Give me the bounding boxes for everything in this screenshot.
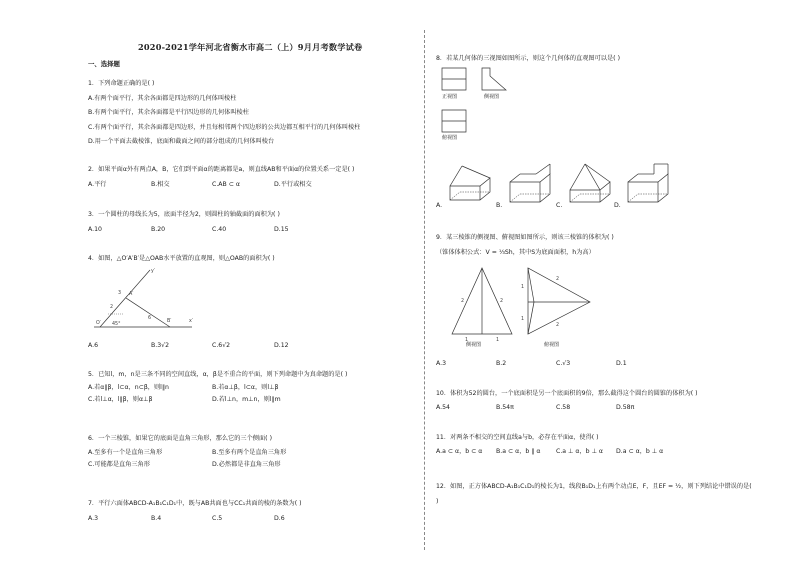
question-2-stem: 2．如果平面α外有两点A，B，它们到平面α的距离都是a，则直线AB和平面α的位置关系一定是( )	[88, 166, 355, 173]
question-12-close: )	[436, 498, 439, 505]
question-7-option-d: D.6	[274, 515, 285, 522]
label-length-3: 3	[118, 291, 122, 296]
question-9-option-a: A.3	[436, 360, 447, 367]
question-6-stem: 6．一个三棱锥，如果它的底面是直角三角形，那么它的三个侧面( )	[88, 435, 272, 442]
label-point-b: B′	[167, 319, 172, 324]
question-6-option-d: D.必然都是非直角三角形	[212, 461, 281, 468]
question-1-option-c: C.有两个面平行，其余各面都是四边形，并且每相邻两个四边形的公共边都互相平行的几何体叫棱柱	[88, 124, 361, 131]
question-3-option-c: C.40	[212, 226, 227, 233]
question-4-option-a: A.6	[88, 342, 99, 349]
question-7-option-b: B.4	[151, 515, 162, 522]
question-11-option-c: C.a ⊥ α，b ⊥ α	[556, 448, 603, 455]
question-10-option-b: B.54π	[496, 404, 514, 411]
question-11-option-d: D.a ⊂ α，b ⊥ α	[616, 448, 664, 455]
question-8-option-c: C.	[556, 202, 563, 209]
question-8-stem: 8．若某几何体的三视图如图所示，则这个几何体的直观图可以是( )	[436, 55, 620, 62]
label-q9-top-view: 俯视图	[544, 342, 560, 348]
page-title: 2020-2021学年河北省衡水市高二（上）9月月考数学试卷	[138, 42, 363, 52]
question-10-stem: 10．体积为52的圆台，一个底面积是另一个底面积的9倍，那么截得这个圆台的圆锥的体积为( )	[436, 390, 698, 397]
question-2-option-d: D.平行或相交	[274, 181, 312, 188]
question-4-figure	[88, 264, 198, 334]
question-8-option-d: D.	[614, 202, 621, 209]
question-3-option-a: A.10	[88, 226, 102, 233]
question-3-stem: 3．一个圆柱的母线长为5，底面半径为2，则圆柱的轴截面的面积为( )	[88, 211, 280, 218]
question-1-option-b: B.有两个面平行，其余各面都是平行四边形的几何体叫棱柱	[88, 109, 249, 116]
question-4-option-c: C.6√2	[212, 342, 231, 349]
label-point-a: A′	[129, 292, 134, 297]
question-9-option-c: C.√3	[556, 360, 571, 367]
question-2-option-a: A.平行	[88, 181, 107, 188]
question-9-option-b: B.2	[496, 360, 507, 367]
column-divider	[424, 30, 425, 550]
label-top-left-lower: 1	[521, 317, 525, 322]
question-3-option-b: B.20	[151, 226, 166, 233]
label-side-base-left: 1	[465, 338, 469, 343]
question-6-option-c: C.可能都是直角三角形	[88, 461, 150, 468]
question-6-option-b: B.至多有两个是直角三角形	[212, 449, 287, 456]
question-11-option-b: B.a ⊂ α，b ∥ α	[496, 448, 541, 455]
question-4-option-d: D.12	[274, 342, 289, 349]
label-front-view: 正视图	[442, 94, 458, 100]
question-4-stem: 4．如图，△O′A′B′是△OAB水平放置的直观图，则△OAB的面积为( )	[88, 255, 275, 262]
question-5-option-a: A.若α∥β，l⊂α，n⊂β，则l∥n	[88, 384, 169, 391]
question-1-option-a: A.有两个面平行，其余各面都是四边形的几何体叫棱柱	[88, 95, 237, 102]
label-side-edge-left: 2	[461, 299, 465, 304]
question-10-option-d: D.58π	[616, 404, 635, 411]
label-length-6: 6	[148, 316, 152, 321]
question-1-option-d: D.用一个平面去截棱锥，底面和截面之间的部分组成的几何体叫棱台	[88, 138, 275, 145]
question-2-option-c: C.AB ⊂ α	[212, 181, 240, 188]
question-7-stem: 7．平行六面体ABCD-A₁B₁C₁D₁中，既与AB共面也与CC₁共面的棱的条数为( )	[88, 500, 302, 507]
label-x-axis: x′	[189, 319, 193, 324]
label-side-view: 侧视图	[484, 94, 500, 100]
question-10-option-c: C.58	[556, 404, 571, 411]
question-9-option-d: D.1	[616, 360, 627, 367]
question-12-stem: 12．如图，正方体ABCD-A₁B₁C₁D₁的棱长为1，线段B₁D₁上有两个动点E，F，且EF = ½，则下列结论中错误的是(	[436, 483, 752, 490]
section-heading: 一、选择题	[88, 60, 120, 68]
label-top-left-upper: 1	[521, 285, 525, 290]
label-y-axis: y′	[151, 269, 155, 274]
question-7-option-c: C.5	[212, 515, 223, 522]
label-side-edge-right: 2	[500, 299, 504, 304]
question-1-stem: 1．下列命题正确的是( )	[88, 80, 155, 87]
question-8-option-a: A.	[436, 202, 443, 209]
label-side-base-right: 1	[496, 338, 500, 343]
question-3-option-d: D.15	[274, 226, 289, 233]
question-8-option-b: B.	[496, 202, 503, 209]
question-5-option-c: C.若l⊥α，l∥β，则α⊥β	[88, 396, 153, 403]
label-origin: O′	[96, 321, 101, 326]
question-6-option-a: A.至多有一个是直角三角形	[88, 449, 163, 456]
question-7-option-a: A.3	[88, 515, 99, 522]
question-11-stem: 11．对两条不相交的空间直线a与b，必存在平面α，使得( )	[436, 434, 599, 441]
question-5-option-b: B.若α⊥β，l⊂α，则l⊥β	[212, 384, 279, 391]
question-9-note: （锥体体积公式：V = ⅓Sh，其中S为底面面积，h为高）	[436, 249, 595, 256]
question-5-option-d: D.若l⊥n，m⊥n，则l∥m	[212, 396, 281, 403]
question-2-option-b: B.相交	[151, 181, 170, 188]
question-5-stem: 5．已知l，m，n是三条不同的空间直线，α，β是不重合的平面，则下列命题中为真命题的是( )	[88, 371, 348, 378]
question-4-option-b: B.3√2	[151, 342, 170, 349]
label-length-2: 2	[110, 305, 114, 310]
label-top-edge-upper: 2	[556, 277, 560, 282]
question-9-figure	[446, 262, 606, 344]
label-angle: 45°	[112, 322, 121, 327]
question-11-option-a: A.a ⊂ α，b ⊂ α	[436, 448, 483, 455]
question-10-option-a: A.54	[436, 404, 450, 411]
label-top-view: 俯视图	[442, 135, 458, 141]
question-9-stem: 9．某三棱锥的侧视图、俯视图如图所示，则该三棱锥的体积为( )	[436, 234, 614, 241]
label-top-edge-lower: 2	[556, 323, 560, 328]
label-q9-side-view: 侧视图	[466, 342, 482, 348]
